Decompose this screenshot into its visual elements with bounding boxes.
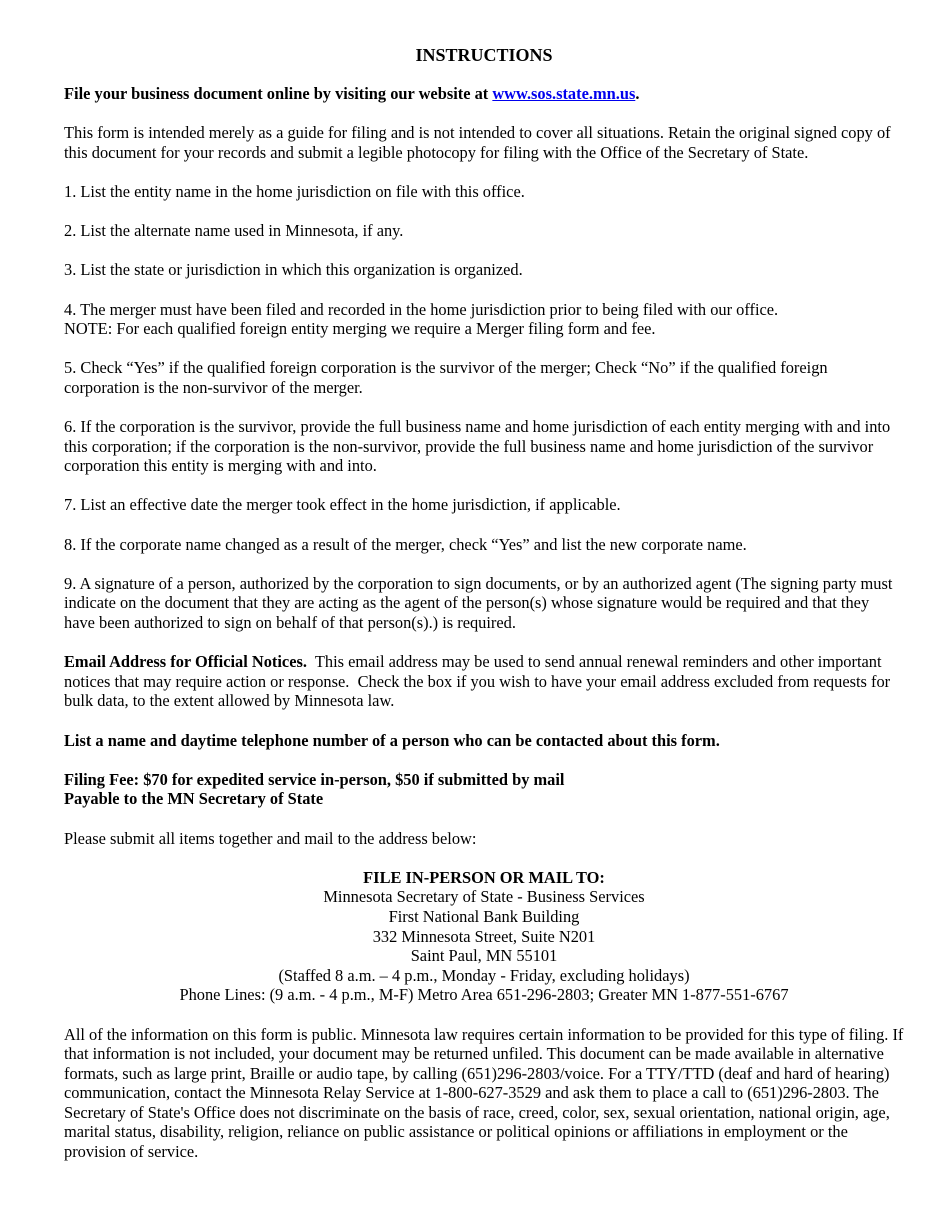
submit-instruction: Please submit all items together and mail to the address below: bbox=[64, 828, 477, 848]
instruction-item-5: 5. Check “Yes” if the qualified foreign corporation is the survivor of the merger; Check “No” if the qualified foreign corporation is the non-survivor of the merger. bbox=[64, 358, 828, 397]
online-filing-notice bbox=[64, 84, 904, 104]
online-filing-prefix: File your business document online by visiting our website at bbox=[64, 84, 493, 103]
intro-paragraph: This form is intended merely as a guide for filing and is not intended to cover all situations. Retain the original signed copy of this document for your records and submit a legible photocopy for filing with the Office of the Secretary of State. bbox=[64, 123, 891, 162]
instruction-item-4 bbox=[64, 300, 904, 339]
online-filing-suffix: . bbox=[635, 84, 640, 103]
instruction-item-4-text: 4. The merger must have been filed and recorded in the home jurisdiction prior to being filed with our office. bbox=[64, 299, 779, 319]
page-title: INSTRUCTIONS bbox=[415, 45, 553, 65]
website-link[interactable]: www.sos.state.mn.us bbox=[492, 84, 636, 103]
address-line-2: First National Bank Building bbox=[388, 906, 580, 926]
instruction-item-4-note: NOTE: For each qualified foreign entity merging we require a Merger filing form and fee. bbox=[64, 319, 656, 339]
instruction-item-9: 9. A signature of a person, authorized by the corporation to sign documents, or by an authorized agent (The signing party must indicate on the document that they are acting as the agent of the person(s) whose signature would be required and that they have been authorized to sign on behalf of that person(s).) is required. bbox=[64, 573, 893, 633]
phone-lines: Phone Lines: (9 a.m. - 4 p.m., M-F) Metro Area 651-296-2803; Greater MN 1-877-551-6767 bbox=[179, 985, 789, 1005]
address-line-3: 332 Minnesota Street, Suite N201 bbox=[372, 926, 596, 946]
mailing-address-block bbox=[64, 868, 904, 1005]
email-notice-heading: Email Address for Official Notices. bbox=[64, 652, 307, 672]
instruction-item-6: 6. If the corporation is the survivor, provide the full business name and home jurisdiction of each entity merging with and into this corporation; if the corporation is the non-survivor, provide the full business name and home jurisdiction of the survivor corporation this entity is merging with and into. bbox=[64, 417, 891, 476]
address-line-4: Saint Paul, MN 55101 bbox=[410, 946, 558, 966]
contact-instruction: List a name and daytime telephone number of a person who can be contacted about this form. bbox=[64, 730, 720, 750]
instruction-item-2: 2. List the alternate name used in Minnesota, if any. bbox=[64, 221, 404, 241]
email-notice-paragraph bbox=[64, 652, 904, 711]
mailing-address-heading: FILE IN-PERSON OR MAIL TO: bbox=[363, 867, 605, 887]
filing-fee-block bbox=[64, 770, 904, 809]
instruction-item-1: 1. List the entity name in the home jurisdiction on file with this office. bbox=[64, 181, 525, 201]
payable-to-line: Payable to the MN Secretary of State bbox=[64, 789, 324, 809]
instruction-item-7: 7. List an effective date the merger took effect in the home jurisdiction, if applicable. bbox=[64, 495, 621, 515]
address-line-1: Minnesota Secretary of State - Business Services bbox=[323, 887, 645, 907]
instruction-item-3: 3. List the state or jurisdiction in which this organization is organized. bbox=[64, 260, 523, 280]
filing-fee-line: Filing Fee: $70 for expedited service in-person, $50 if submitted by mail bbox=[64, 769, 565, 789]
office-hours: (Staffed 8 a.m. – 4 p.m., Monday - Friday, excluding holidays) bbox=[278, 965, 690, 985]
public-information-notice: All of the information on this form is public. Minnesota law requires certain information to be provided for this type of filing. If that information is not included, your document may be returned unfiled. This document can be made available in alternative formats, such as large print, Braille or audio tape, by calling (651)296-2803/voice. For a TTY/TTD (deaf and hard of hearing) communication, contact the Minnesota Relay Service at 1-800-627-3529 and ask them to place a call to (651)296-2803. The Secretary of State's Office does not discriminate on the basis of race, creed, color, sex, sexual orientation, national origin, age, marital status, disability, religion, reliance on public assistance or political opinions or affiliations in employment or the provision of service. bbox=[64, 1024, 904, 1162]
instruction-item-8: 8. If the corporate name changed as a result of the merger, check “Yes” and list the new corporate name. bbox=[64, 534, 747, 554]
email-notice-text: This email address may be used to send annual renewal reminders and other important notices that may require action or response. Check the box if you wish to have your email address excluded from requests for bulk data, to the extent allowed by Minnesota law. bbox=[64, 652, 895, 711]
